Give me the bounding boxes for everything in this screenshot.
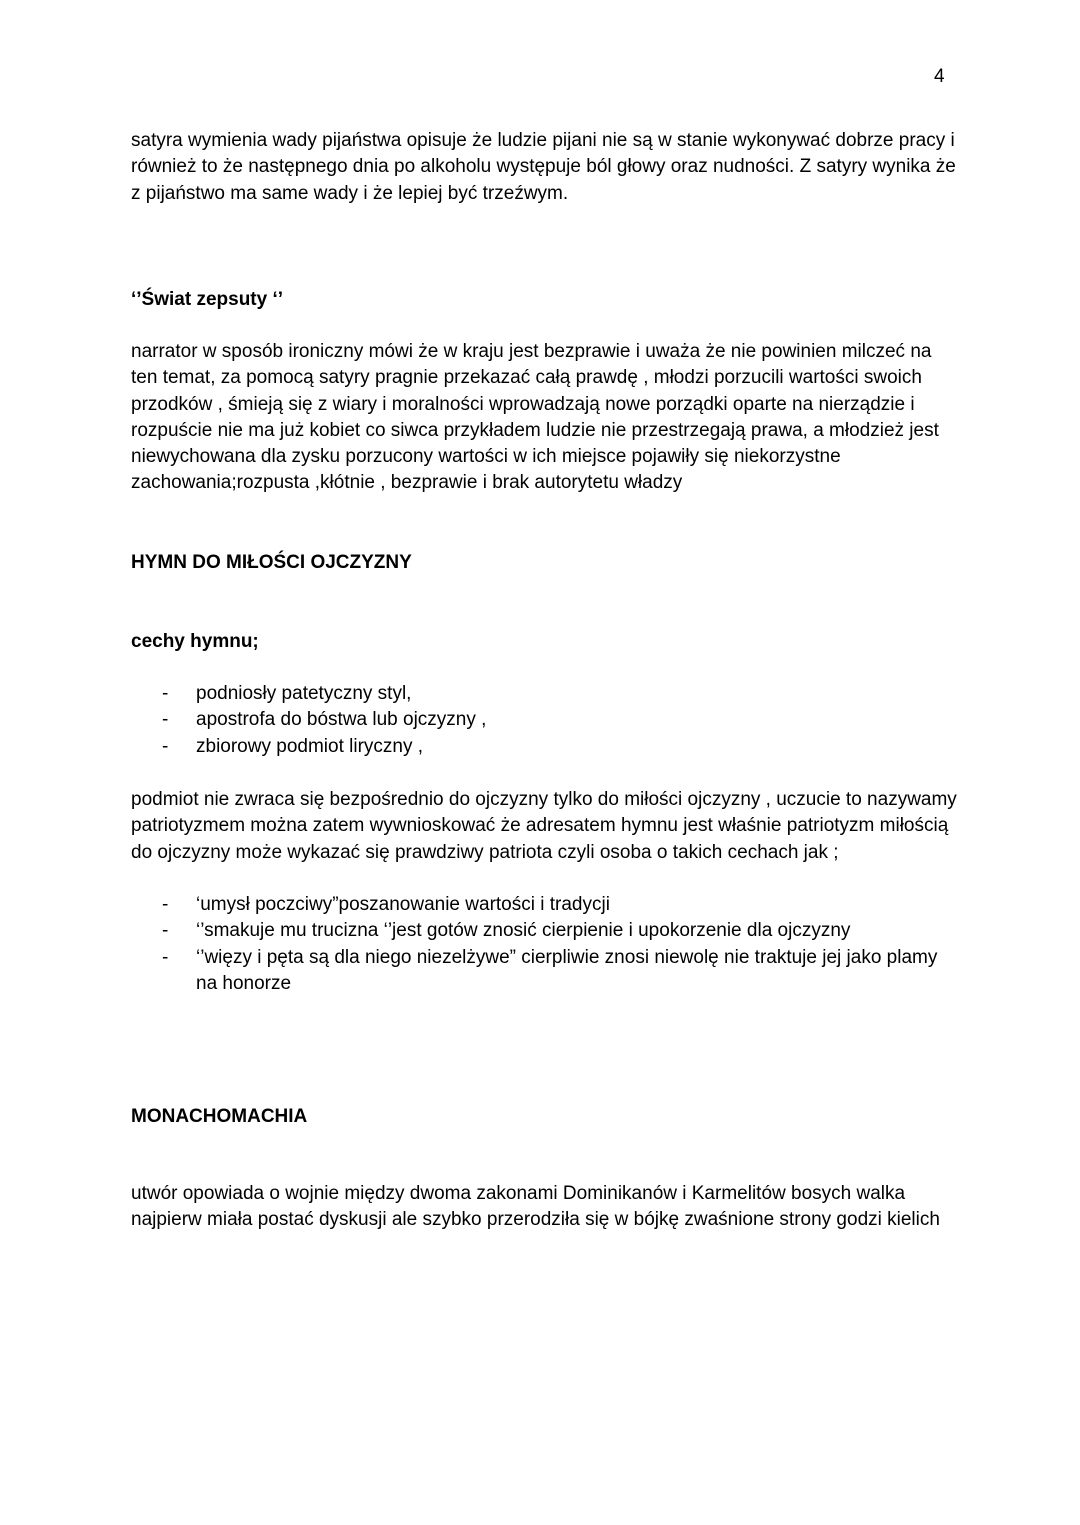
list-item-text: apostrofa do bóstwa lub ojczyzny , xyxy=(196,709,487,731)
list-item-text: ‘’więzy i pęta są dla niego niezelżywe” cierpliwie znosi niewolę nie traktuje jej jako plamy na honorze xyxy=(196,946,938,994)
hymn-heading: HYMN DO MIŁOŚCI OJCZYZNY xyxy=(131,552,412,573)
dash-bullet: - xyxy=(162,709,169,731)
hymn-traits-list xyxy=(131,892,961,997)
hymn-features-heading: cechy hymnu; xyxy=(131,631,259,652)
page-number: 4 xyxy=(934,66,945,87)
satire-paragraph: satyra wymienia wady pijaństwa opisuje że ludzie pijani nie są w stanie wykonywać dobrze pracy i również to że następnego dnia po alkoholu występuje ból głowy oraz nudności. Z satyry wynika że z pijaństwo ma same wady i że lepiej być trzeźwym. xyxy=(131,130,956,204)
hymn-features-list xyxy=(131,681,961,760)
monachomachia-paragraph: utwór opowiada o wojnie między dwoma zakonami Dominikanów i Karmelitów bosych walka najpierw miała postać dyskusji ale szybko przerodziła się w bójkę zwaśnione strony godzi kielich xyxy=(131,1183,940,1231)
list-item xyxy=(131,945,961,998)
dash-bullet: - xyxy=(162,894,169,915)
swiat-zepsuty-paragraph: narrator w sposób ironiczny mówi że w kraju jest bezprawie i uważa że nie powinien milczeć na ten temat, za pomocą satyry pragnie przekazać całą prawdę , młodzi porzucili wartości swoich przodków , śmieją się z wiary i moralności wprowadzają nowe porządki oparte na nierządzie i rozpuście nie ma już kobiet co siwca przykładem ludzie nie przestrzegają prawa, a młodzież jest niewychowana dla zysku porzucony wartości w ich miejsce pojawiły się niekorzystne zachowania;rozpusta ,kłótnie , bezprawie i brak autorytetu władzy xyxy=(131,341,939,494)
list-item xyxy=(131,681,961,707)
list-item-text: zbiorowy podmiot liryczny , xyxy=(196,735,424,757)
monachomachia-heading: MONACHOMACHIA xyxy=(131,1106,308,1127)
list-item xyxy=(131,892,961,918)
list-item-text: podniosły patetyczny styl, xyxy=(196,683,412,704)
swiat-zepsuty-heading: ‘’Świat zepsuty ‘’ xyxy=(131,289,284,310)
hymn-paragraph: podmiot nie zwraca się bezpośrednio do ojczyzny tylko do miłości ojczyzny , uczucie to nazywamy patriotyzmem można zatem wywnioskować że adresatem hymnu jest właśnie patriotyzm miłością do ojczyzny może wykazać się prawdziwy patriota czyli osoba o takich cechach jak ; xyxy=(131,789,957,863)
dash-bullet: - xyxy=(162,946,169,968)
dash-bullet: - xyxy=(162,735,169,757)
dash-bullet: - xyxy=(162,683,169,704)
list-item xyxy=(131,734,961,760)
list-item xyxy=(131,707,961,733)
list-item xyxy=(131,918,961,944)
list-item-text: ‘umysł poczciwy”poszanowanie wartości i tradycji xyxy=(196,894,610,915)
dash-bullet: - xyxy=(162,920,169,942)
list-item-text: ‘’smakuje mu trucizna ‘’jest gotów znosić cierpienie i upokorzenie dla ojczyzny xyxy=(196,920,851,942)
